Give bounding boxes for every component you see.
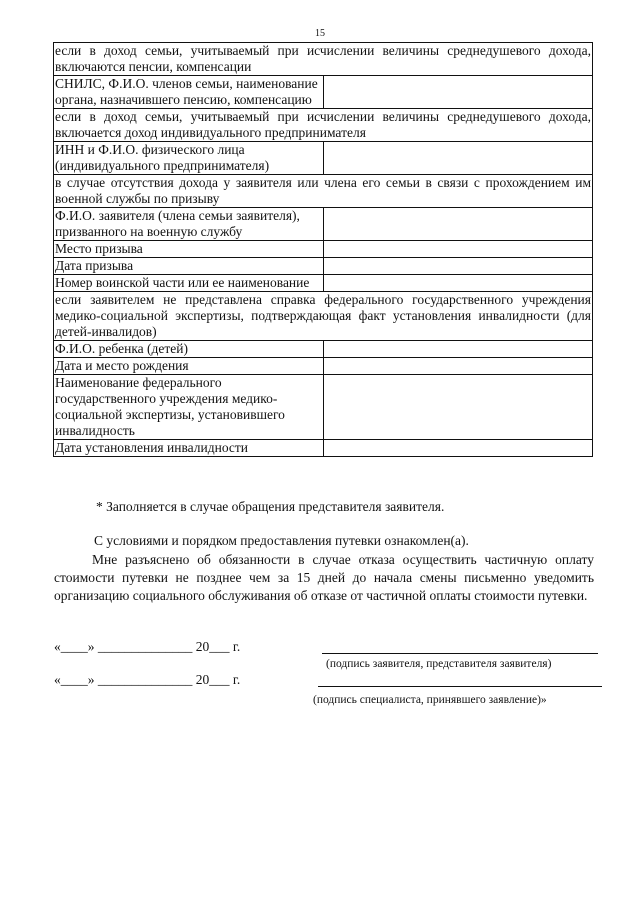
field-value[interactable] <box>323 76 593 109</box>
section-header-row <box>54 43 593 76</box>
field-value[interactable] <box>323 142 593 175</box>
section-header-row <box>54 109 593 142</box>
field-label: ИНН и Ф.И.О. физического лица (индивидуального предпринимателя) <box>54 142 324 175</box>
field-label: СНИЛС, Ф.И.О. членов семьи, наименование органа, назначившего пенсию, компенсацию <box>54 76 324 109</box>
section-header: если заявителем не представлена справка федерального государственного учреждения медико-социальной экспертизы, подтверждающая факт установления инвалидности (для детей-инвалидов) <box>55 292 591 339</box>
table-row <box>54 241 593 258</box>
field-label: Дата призыва <box>54 258 324 275</box>
field-label: Ф.И.О. ребенка (детей) <box>54 341 324 358</box>
field-value[interactable] <box>323 258 593 275</box>
table-row <box>54 375 593 440</box>
footnote: * Заполняется в случае обращения представителя заявителя. <box>96 499 445 514</box>
section-header: если в доход семьи, учитываемый при исчислении величины среднедушевого дохода, включаются пенсии, компенсации <box>55 43 591 74</box>
field-value[interactable] <box>323 241 593 258</box>
section-header: если в доход семьи, учитываемый при исчислении величины среднедушевого дохода, включается доход индивидуального предпринимателя <box>55 109 591 140</box>
field-value[interactable] <box>323 341 593 358</box>
field-label: Наименование федерального государственного учреждения медико-социальной экспертизы, установившего инвалидность <box>54 375 324 440</box>
section-header-row <box>54 175 593 208</box>
specialist-signature-date[interactable]: «____» ______________ 20___ г. <box>54 672 241 687</box>
section-header-row <box>54 292 593 341</box>
field-value[interactable] <box>323 440 593 457</box>
field-label: Дата и место рождения <box>54 358 324 375</box>
field-label: Номер воинской части или ее наименование <box>54 275 324 292</box>
field-label: Место призыва <box>54 241 324 258</box>
table-row <box>54 142 593 175</box>
applicant-signature-date[interactable]: «____» ______________ 20___ г. <box>54 639 241 654</box>
field-label: Дата установления инвалидности <box>54 440 324 457</box>
table-row <box>54 341 593 358</box>
table-row <box>54 208 593 241</box>
field-value[interactable] <box>323 275 593 292</box>
field-value[interactable] <box>323 208 593 241</box>
field-label: Ф.И.О. заявителя (члена семьи заявителя), призванного на военную службу <box>54 208 324 241</box>
applicant-signature-line[interactable] <box>322 653 598 654</box>
applicant-signature-caption: (подпись заявителя, представителя заявителя) <box>326 658 552 670</box>
page-number: 15 <box>315 28 325 39</box>
form-table <box>53 42 593 457</box>
field-value[interactable] <box>323 358 593 375</box>
acknowledgement-text: С условиями и порядком предоставления путевки ознакомлен(а). <box>94 533 469 548</box>
field-value[interactable] <box>323 375 593 440</box>
specialist-signature-line[interactable] <box>318 686 602 687</box>
table-row <box>54 76 593 109</box>
table-row <box>54 275 593 292</box>
obligation-text: Мне разъяснено об обязанности в случае отказа осуществить частичную оплату стоимости путевки не позднее чем за 15 дней до начала смены письменно уведомить организацию социального обслуживания об отказе от частичной оплаты стоимости путевки. <box>54 552 594 603</box>
specialist-signature-caption: (подпись специалиста, принявшего заявление)» <box>313 694 547 706</box>
section-header: в случае отсутствия дохода у заявителя или члена его семьи в связи с прохождением им военной службы по призыву <box>55 175 591 206</box>
table-row <box>54 358 593 375</box>
table-row <box>54 258 593 275</box>
table-row <box>54 440 593 457</box>
